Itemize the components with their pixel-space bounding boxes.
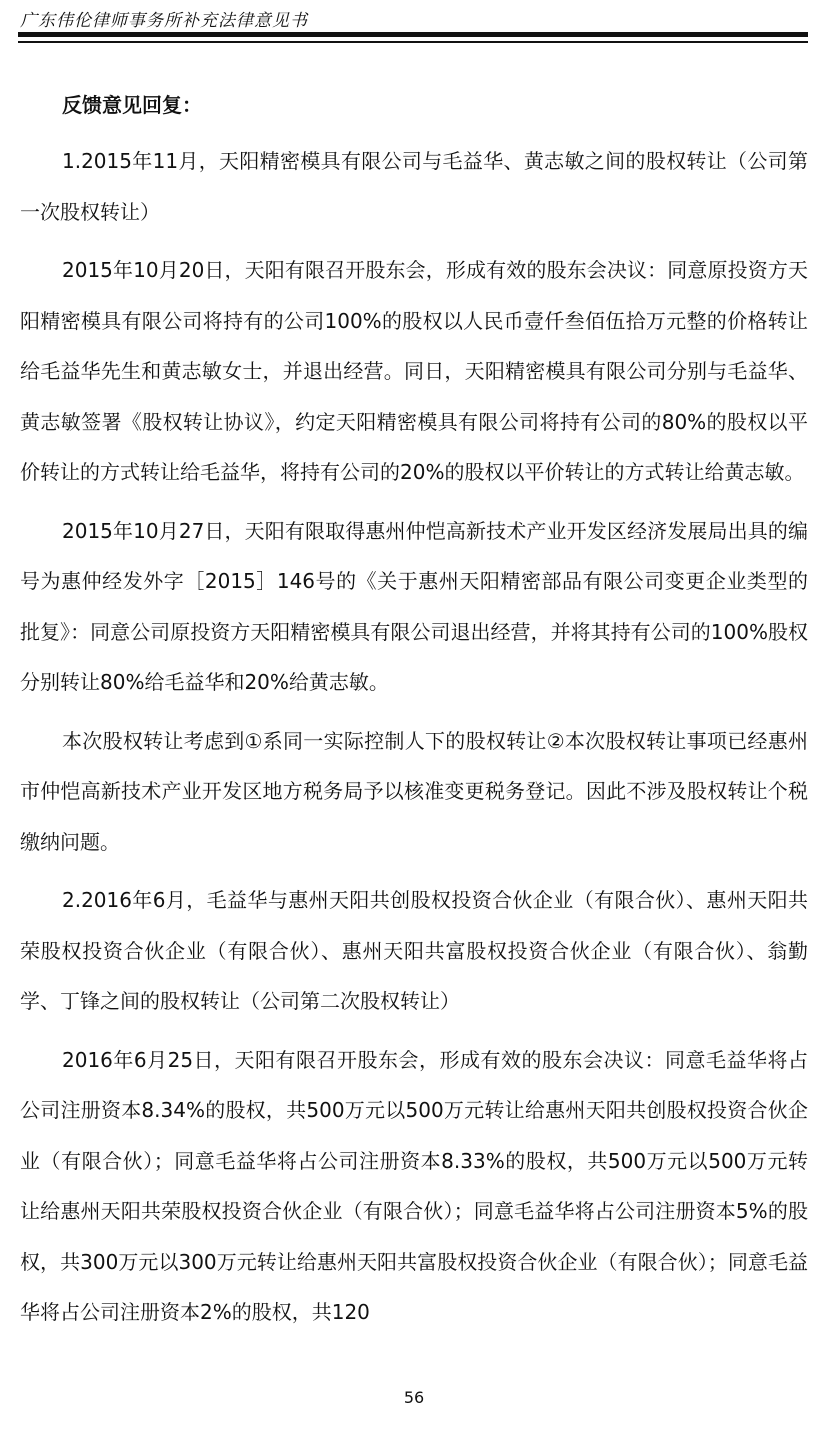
paragraph-2: 2015年10月20日，天阳有限召开股东会，形成有效的股东会决议：同意原投资方天阳精密模具有限公司将持有的公司100%的股权以人民币壹仟叁佰伍拾万元整的价格转让给毛益华先生和黄志敏女士，并退出经营。同日，天阳精密模具有限公司分别与毛益华、黄志敏签署《股权转让协议》，约定天阳精密模具有限公司将持有公司的80%的股权以平价转让的方式转让给毛益华，将持有公司的20%的股权以平价转让的方式转让给黄志敏。 — [20, 258, 808, 484]
paragraph-5: 2.2016年6月，毛益华与惠州天阳共创股权投资合伙企业（有限合伙）、惠州天阳共荣股权投资合伙企业（有限合伙）、惠州天阳共富股权投资合伙企业（有限合伙）、翁勤学、丁锋之间的股权转让（公司第二次股权转让） — [20, 888, 808, 1013]
header-rule-thin — [18, 41, 808, 43]
header-rule-thick — [18, 32, 808, 37]
paragraph-3: 2015年10月27日，天阳有限取得惠州仲恺高新技术产业开发区经济发展局出具的编号为惠仲经发外字［2015］146号的《关于惠州天阳精密部品有限公司变更企业类型的批复》：同意公司原投资方天阳精密模具有限公司退出经营，并将其持有公司的100%股权分别转让80%给毛益华和20%给黄志敏。 — [20, 518, 808, 694]
document-body — [20, 84, 808, 1346]
header-title: 广东伟伦律师事务所补充法律意见书 — [20, 11, 308, 31]
page-header — [18, 6, 808, 50]
section-heading: 反馈意见回复： — [62, 93, 202, 117]
page-number: 56 — [403, 1388, 425, 1407]
paragraph-6: 2016年6月25日，天阳有限召开股东会，形成有效的股东会决议：同意毛益华将占公司注册资本8.34%的股权，共500万元以500万元转让给惠州天阳共创股权投资合伙企业（有限合伙）；同意毛益华将占公司注册资本8.33%的股权，共500万元以500万元转让给惠州天阳共荣股权投资合伙企业（有限合伙）；同意毛益华将占公司注册资本5%的股权，共300万元以300万元转让给惠州天阳共富股权投资合伙企业（有限合伙）；同意毛益华将占公司注册资本2%的股权，共120 — [20, 1047, 808, 1324]
paragraph-1: 1.2015年11月，天阳精密模具有限公司与毛益华、黄志敏之间的股权转让（公司第一次股权转让） — [20, 149, 808, 224]
paragraph-4: 本次股权转让考虑到①系同一实际控制人下的股权转让②本次股权转让事项已经惠州市仲恺高新技术产业开发区地方税务局予以核准变更税务登记。因此不涉及股权转让个税缴纳问题。 — [20, 728, 808, 854]
